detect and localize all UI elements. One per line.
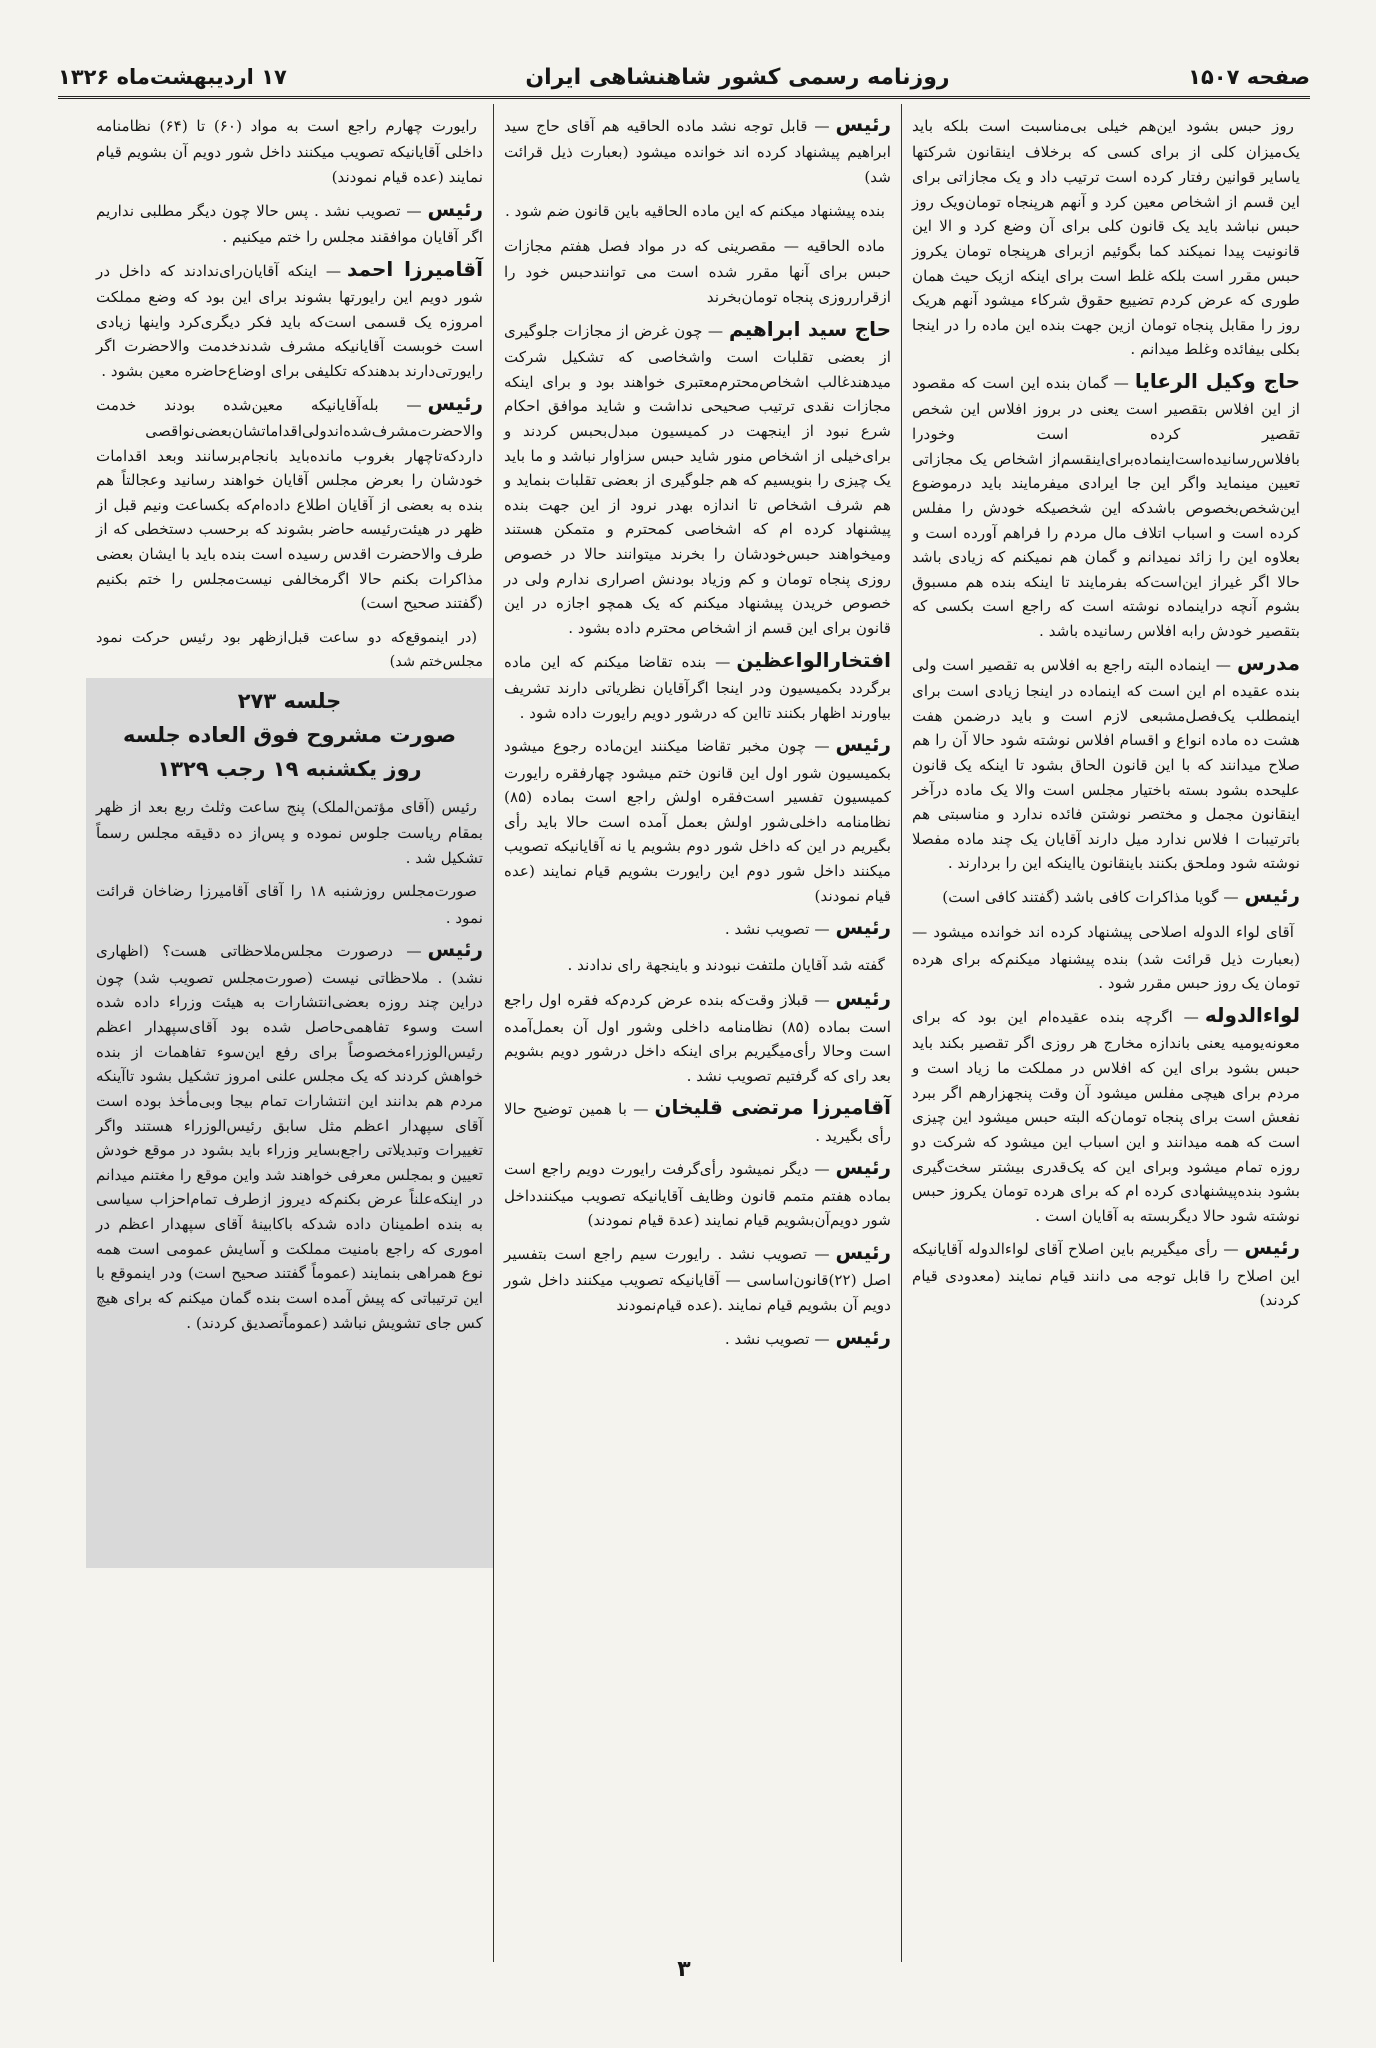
speaker-name: حاج سید ابراهیم: [729, 316, 892, 341]
session-number: جلسه ۲۷۳: [237, 688, 342, 713]
speaker-name: آقامیرزا احمد: [347, 256, 483, 281]
paragraph: [912, 108, 1300, 362]
paragraph-text: — تصویب نشد . رایورت سیم راجع است بتفسیر اصل (۲۲)قانون‌اساسی — آقایانیکه تصویب میکنند داخل شور دویم آن بشویم قیام نمایند .(عده قیام‌نمودند: [504, 1245, 891, 1315]
speaker-name: رئیس: [427, 196, 483, 221]
paragraph: [504, 911, 891, 943]
paragraph-text: ماده الحاقیه — مقصرینی که در مواد فصل هفتم مجازات حبس برای آنها مقرر شده است می توانندحبس خود را ازقرارروزی پنجاه تومان‌بخرند: [504, 237, 891, 307]
paragraph-text: — بله‌آقایانیکه معین‌شده بودند خدمت والاحضرت‌مشرف‌شده‌اندولی‌اقداماتشان‌بعضی‌نواقصی داردکه‌تاچهار بغروب مانده‌باید بانجام‌برسانند وبعد اقدامات خودشان را بعرض مجلس آقایان خواهند رسانید وعجالتاً هم بنده به بعضی از آقایان اطلاع داده‌ام‌که بکساعت ونیم قبل از ظهر در هیئت‌رئیسه حاضر بشوند که برحسب دستخطی که از طرف والاحضرت اقدس رسیده است بنده باید با ایشان بعضی مذاکرات بکنم حالا اگرمخالفی نیست‌مجلس را ختم بکنیم (گفتند صحیح است): [96, 395, 483, 613]
speaker-name: رئیس: [835, 1324, 891, 1349]
gazette-page: [58, 60, 1310, 1990]
page-number: ۳: [677, 1957, 691, 1982]
paragraph: [912, 1231, 1300, 1313]
paragraph-text: — اینکه آقایان‌رای‌ندادند که داخل در شور دویم این رایورتها بشوند برای این بود که وضع مملکت امروزه یک قسمی است‌که باید فکر دیگری‌کرد واینها زیادی است خوبست آقایانیکه مشرف شدند‌خدمت والاحضرت اگر رایورتی‌دارند بدهندکه تکلیفی برای اوضاع‌حاضره معین بشود .: [96, 261, 483, 380]
speaker-name: رئیس: [427, 390, 483, 415]
speaker-name: حاج وکیل الرعایا: [1134, 369, 1300, 394]
paragraph-text: — چون مخبر تقاضا میکنند این‌ماده رجوع میشود بکمیسیون شور اول این قانون ختم میشود چهارفقره رایورت کمیسیون تفسیر است‌فقره اولش راجع است بماده (۸۵) نظامنامه داخلی‌شور اولش بعمل آمده است حالا باید رأی بگیریم در این که داخل شور دوم بشویم یا نه آقایانیکه تصویب میکنند داخل شور دوم این رایورت بشویم قیام نمایند (عده قیام نمودند): [504, 737, 891, 905]
column-left: [86, 104, 494, 1962]
paragraph: [912, 647, 1300, 876]
speaker-name: رئیس: [835, 1155, 891, 1180]
paragraph-text: — درصورت مجلس‌ملاحظاتی هست؟ (اظهاری نشد) . ملاحظاتی نیست (صورت‌مجلس تصویب شد) چون دراین چند روزه بعضی‌انتشارات به هیئت وزراء داده شده است وسوء تفاهمی‌حاصل شده بود آقای‌سپهدار اعظم رئیس‌الوزراءمخصوصاً برای رفع این‌سوء تفاهمات از بنده خواهش کردند که یک مجلس علنی امروز تشکیل بشود تاآینکه مردم هم بدانند این انتشارات تمام بیجا وبی‌مأخذ بوده است آقای سپهدار اعظم مثل سابق رئیس‌الوزراء هستند واگر تغییرات وتبدیلاتی راجع‌بسایر وزراء باید بشود در موقع خودش تعیین و بمجلس معرفی خواهند شد واین موقع را مغتنم میدانم در اینکه‌علناً عرض بکنم‌که دیروز ازطرف تمام‌احزاب سیاسی به بنده اطمینان داده شدکه باکابینهٔ آقای سپهدار اعظم در اموری که راجع بامنیت مملکت و آسایش عمومی است همه نوع همراهی بنمایند (عموماً گفتند صحیح است) ودر اینموقع با این ترتیباتی که پیش آمده است بنده گمان میکنم که برای هیچ کس جای تشویش نباشد (عموماً‌تصدیق کردند) .: [96, 942, 483, 1332]
columns: [58, 104, 1310, 1962]
speaker-name: افتخارالواعظین: [736, 647, 891, 672]
paragraph: [96, 253, 483, 384]
issue-date: ۱۷ اردیبهشت‌ماه ۱۳۲۶: [58, 65, 287, 89]
paragraph: [504, 1236, 891, 1318]
speaker-name: مدرس: [1236, 650, 1300, 675]
speaker-name: رئیس: [835, 915, 891, 940]
paragraph-text: رایورت چهارم راجع است به مواد (۶۰) تا (۶۴) نظامنامه داخلی آقایانیکه تصویب میکنند داخل شور دویم آن بشویم قیام نمایند (عده قیام نمودند): [96, 117, 483, 187]
paragraph-text: — قبلا‌ز وقت‌که بنده عرض کردم‌که فقره اول راجع است بماده (۸۵) نظامنامه داخلی وشور اول آن بعمل‌آمده است وحالا رأی‌میگیریم برای اینکه داخل درشور دویم بشویم بعد رای که گرفتیم تصویب نشد .: [504, 991, 891, 1085]
paragraph-text: — گمان بنده این است که مقصود از این افلاس بتقصیر است یعنی در بروز افلاس این شخص تقصیر کرده است وخودرا بافلاس‌رسانیده‌است‌اینماده‌برای‌اینقسم‌از اشخاص یک مجازاتی تعیین مینماید واگر این جا ایرادی میفرمایند باید درموضوع این‌شخص‌بخصوص باشدکه این شخصیکه خودش را مفلس کرده است و اسباب اتلاف مال مردم را فراهم آورده است و بعلاوه این را زائد نمیدانم و گمان هم نمیکنم که زیادی باشد حالا اگر غیراز این‌است‌که بفرمایند تا اینکه بنده هم مسبوق بشوم آنچه دراینماده نوشته است که راجع است بکسی که بتقصیر خودش رابه افلاس رسانیده باشد .: [912, 374, 1300, 641]
paragraph-text: — دیگر نمیشود رأی‌گرفت رایورت دویم راجع است بماده هفتم متمم قانون وظایف آقایانیکه تصویب میکنندداخل شور دویم‌آن‌بشویم قیام نمایند (عدة قیام نمودند): [504, 1160, 891, 1230]
paragraph: [504, 313, 891, 641]
column-right: [902, 104, 1310, 1962]
paragraph-text: — تصویب نشد .: [724, 920, 830, 939]
speaker-name: رئیس: [835, 112, 891, 136]
paragraph: [912, 914, 1300, 996]
paragraph: [504, 1151, 891, 1233]
paragraph: [96, 108, 483, 190]
session-heading-line1: صورت مشروح فوق العاده جلسه: [122, 722, 457, 747]
paragraph: [912, 365, 1300, 644]
paragraph-text: صورت‌مجلس روزشنبه ۱۸ را آقای آقامیرزا رضاخان قرائت نمود .: [96, 882, 483, 927]
speaker-name: رئیس: [1244, 883, 1300, 908]
paragraph-text: — با همین توضیح حالا رأی بگیرید .: [504, 1100, 891, 1145]
paragraph: [96, 789, 483, 871]
paragraph: [504, 728, 891, 908]
speaker-name: آقامیرزا مرتضی قلیخان: [654, 1095, 891, 1120]
speaker-name: رئیس: [835, 986, 891, 1011]
paragraph-text: — گویا مذاکرات کافی باشد (گفتند کافی است): [942, 888, 1239, 907]
paragraph-text: — رأی میگیریم باین اصلاح آقای لواءالدوله آقایانیکه این اصلاح را قابل توجه می دانند قیام نمایند (معدودی قیام کردند): [912, 1240, 1300, 1310]
speaker-name: رئیس: [835, 1240, 891, 1265]
header-rule: [58, 96, 1310, 99]
paragraph: [504, 1091, 891, 1148]
paragraph: [96, 193, 483, 250]
paragraph-text: — تصویب نشد . پس حالا چون دیگر مطلبی نداریم اگر آقایان موافقند مجلس را ختم میکنیم .: [96, 201, 483, 247]
speaker-name: رئیس: [835, 732, 891, 757]
paragraph-text: (در اینموقع‌که دو ساعت قبل‌ازظهر بود رئیس حرکت نمود مجلس‌ختم شد): [96, 629, 483, 671]
page-header: [58, 60, 1310, 94]
paragraph-text: بنده پیشنهاد میکنم که این ماده الحاقیه باین قانون ضم شود .: [504, 201, 885, 220]
paragraph-text: روز حبس بشود این‌هم خیلی بی‌مناسبت است بلکه باید یک‌میزان کلی از برای کسی که برخلاف اینقانون شرکتها یاسایر قوانین رفتار کرده است ترتیب داد و یک مجازاتی برای این قسم از اشخاص معین کرد و آنهم هرپنجاه تومان‌ویک روز حبس نباشد باید یک قانون کلی برای آن وضع کرد و الا این قانونیت پیدا نمیکند کما بگوئیم ازبرای هرپنجاه تومان یکروز حبس مقرر است بلکه غلط است برای اینکه ازیک حیث همان طوری که عرض کردم تضییع حقوق شرکاء میشود آنهم هریک روز را مقابل پنجاه تومان ازین جهت بنده این ماده را در اینجا بکلی بیفائده وغلط میدانم .: [912, 117, 1300, 359]
publication-title: روزنامه رسمی کشور شاهنشاهی ایران: [525, 64, 950, 90]
paragraph-text: — اگرچه بنده عقیده‌ام این بود که برای معونه‌یومیه یعنی باندازه مخارج هر روزی اگر تقصیر بکند باید حبس بشود برای این که افلاس در مملکت ما زیاد است و مردم برای هیچی مفلس میشود آن وقت پنجهزارهم اگر ببرد نفعش است برای پنجاه تومان‌که البته حبس میشود این چیزی است که همه میدانند و این اسباب این میشود که شرکت دو روزه تمام میشود وبرای این که یک‌قدری بیشتر سخت‌گیری بشود بنده‌پیشنهادی کرده ام که برای هرده تومان یکروز حبس نوشته شود حالا دیگربسته به آقایان است .: [912, 1008, 1300, 1225]
paragraph: [504, 644, 891, 726]
session-heading-line2: روز یکشنبه ۱۹ رجب ۱۳۲۹: [157, 757, 422, 782]
page-label: صفحه ۱۵۰۷: [1188, 65, 1310, 89]
paragraph: [504, 193, 891, 225]
paragraph-text: — قابل توجه نشد ماده الحاقیه هم آقای حاج سید ابراهیم پیشنهاد کرده اند خوانده میشود (بعبارت ذیل قرائت شد): [504, 117, 891, 187]
paragraph: [504, 228, 891, 310]
paragraph: [96, 873, 483, 930]
paragraph-text: آقای لواء الدوله اصلاحی پیشنهاد کرده اند خوانده میشود — (بعبارت ذیل قرائت شد) بنده پیشنهاد میکنم‌که برای هرده تومان یک روز حبس مقرر شود .: [912, 923, 1300, 993]
paragraph-text: — چون غرض از مجازات جلوگیری از بعضی تقلبات است واشخاصی که تشکیل شرکت میدهندغالب اشخاص‌محترم‌معتبری خواهند بود و برای اینکه مجازات نقدی ترتیب صحیحی نداشت و شاید موافق احکام شرع نبود از اینجهت در کمیسیون مبدل‌بحبس کردند و برای‌خیلی از اشخاص منور شاید حبس سزاوار نباشد و ما باید یک چیزی را بنویسیم که هم جلوگیری از بعضی تقلبات بنماید و هم شرف اشخاص تا اندازه بهدر نرود از این جهت بنده پیشنهاد کرده ام که اشخاصی کمحترم و متمکن هستند ومیخواهند حبس‌خودشان را بخرند میتوانند حالا در خصوص روزی پنجاه تومان و کم وزیاد بودنش اصراری ندارم ولی در خصوص خریدن پیشنهاد میکنم که یک همچو اجازه در این قانون برای این قسم از اشخاص محترم داده بشود .: [504, 321, 891, 637]
paragraph: [96, 933, 483, 1335]
paragraph-text: — بنده تقاضا میکنم که این ماده برگردد بکمیسیون ودر اینجا اگرآقایان نظریاتی دارند تشریف بیاورند اظهار بکنند تااین که درشور دویم رایورت داده شود .: [504, 652, 891, 722]
column-middle: [494, 104, 902, 1962]
session-273-section: [86, 678, 493, 1568]
paragraph-text: — تصویب نشد .: [724, 1329, 830, 1348]
paragraph: [504, 108, 891, 190]
paragraph: [96, 619, 483, 675]
paragraph-text: — اینماده البته راجع به افلاس به تقصیر است ولی بنده عقیده ام این است که اینماده در اینجا زیادی است برای اینمطلب یک‌فصل‌مشبعی لازم است و باید درضمن هفت هشت ده ماده انواع و اقسام افلاس نوشته شود حالا آن را هم صلاح میدانند که با این قانون الحاق بشود تا اینکه یک قانون علیحده بشود بسته باختیار مجلس است والا یک ماده درآخر اینقانون مجمل و مختصر نوشتن فائده ندارد و مناسبتی هم باترتیبات ا فلاس ندارد میل دارند آقایان یک چند ماده مفصلا نوشته شود وملحق بکنند باینقانون یااینکه این را بردارند .: [912, 655, 1300, 873]
speaker-name: رئیس: [427, 937, 483, 962]
speaker-name: لواءالدوله: [1204, 1003, 1300, 1028]
paragraph: [504, 982, 891, 1088]
paragraph: [912, 879, 1300, 911]
paragraph-text: رئیس (آقای مؤتمن‌الملک) پنج ساعت وثلث ربع بعد از ظهر بمقام ریاست جلوس نموده و پس‌از ده دقیقه مجلس رسماً تشکیل شد .: [96, 797, 483, 867]
paragraph: [96, 387, 483, 616]
paragraph: [912, 999, 1300, 1228]
paragraph-text: گفته شد آقایان ملتفت نبودند و باینجهة رای ندادند .: [567, 955, 885, 974]
speaker-name: رئیس: [1244, 1235, 1300, 1260]
paragraph: [504, 947, 891, 979]
paragraph: [504, 1321, 891, 1353]
